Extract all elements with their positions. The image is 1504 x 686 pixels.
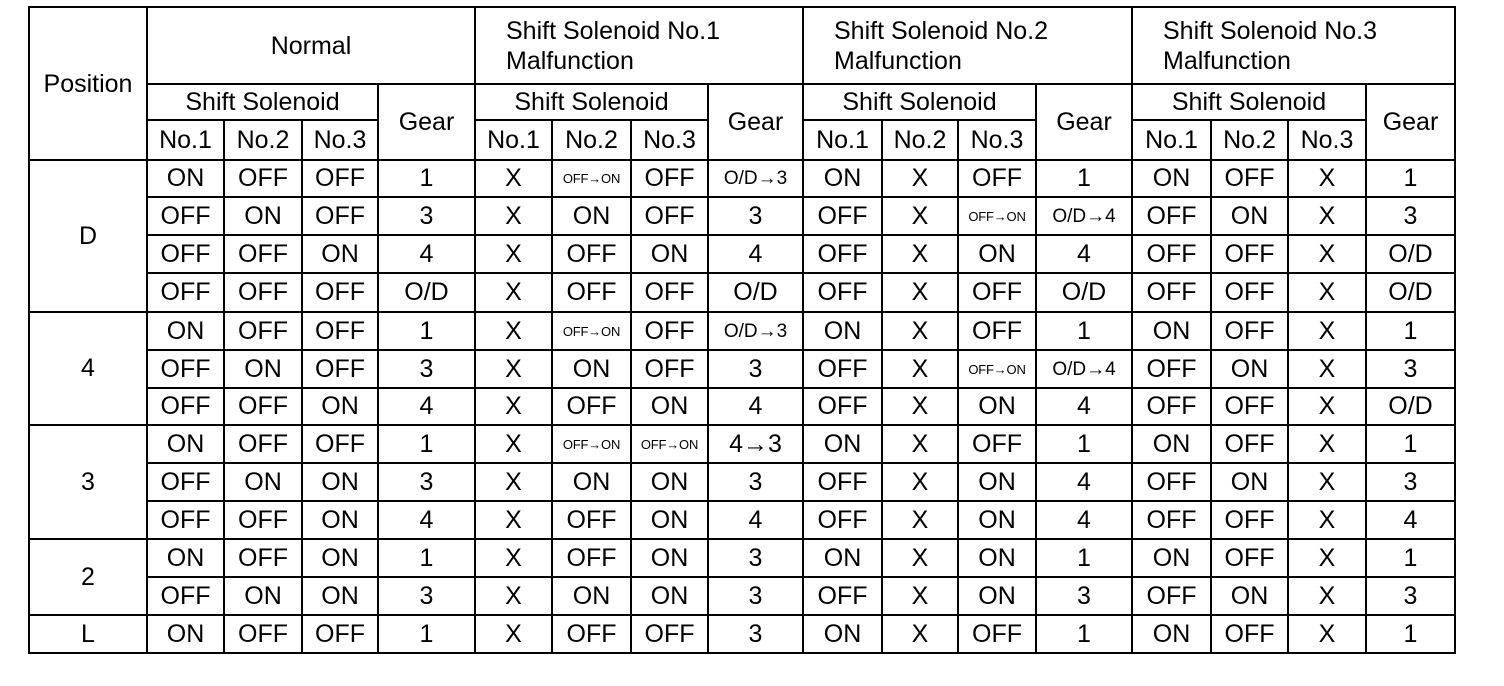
solenoid-state-cell: OFF — [147, 197, 224, 235]
solenoid-state-cell: OFF — [803, 577, 882, 615]
group-header-solenoid-3-malfunction: Shift Solenoid No.3 Malfunction — [1132, 7, 1455, 84]
gear-cell: 4 — [378, 388, 475, 425]
gear-cell: 4 — [1366, 501, 1455, 539]
position-cell: 3 — [29, 425, 147, 539]
sub-header-no2: No.2 — [882, 120, 958, 160]
solenoid-state-cell: ON — [958, 463, 1036, 501]
gear-cell: 3 — [378, 577, 475, 615]
gear-cell: 1 — [378, 539, 475, 577]
solenoid-state-cell: X — [475, 235, 552, 273]
table-row — [29, 235, 1455, 273]
gear-cell: 1 — [378, 615, 475, 653]
solenoid-state-cell: ON — [1211, 197, 1288, 235]
gear-cell: 1 — [1366, 425, 1455, 463]
solenoid-state-cell: OFF — [147, 577, 224, 615]
table-row — [29, 615, 1455, 653]
solenoid-state-cell: OFF — [224, 539, 302, 577]
gear-cell: 3 — [1366, 350, 1455, 388]
solenoid-state-cell: OFF — [631, 350, 708, 388]
gear-header: Gear — [1036, 84, 1132, 160]
solenoid-state-cell: OFF — [224, 235, 302, 273]
position-cell: L — [29, 615, 147, 653]
solenoid-state-cell: X — [882, 463, 958, 501]
solenoid-state-cell: OFF — [631, 160, 708, 197]
solenoid-state-cell: OFF — [1211, 388, 1288, 425]
solenoid-state-cell: OFF — [631, 197, 708, 235]
solenoid-state-cell: OFF — [1132, 463, 1211, 501]
solenoid-state-cell: OFF — [1211, 160, 1288, 197]
gear-header: Gear — [378, 84, 475, 160]
gear-cell: 4 — [1036, 388, 1132, 425]
table-row — [29, 539, 1455, 577]
sub-header-no1: No.1 — [147, 120, 224, 160]
solenoid-state-cell: OFF — [803, 273, 882, 312]
solenoid-state-cell: OFF — [552, 388, 631, 425]
solenoid-state-cell: OFF→ON — [958, 350, 1036, 388]
solenoid-state-cell: OFF — [1211, 312, 1288, 350]
solenoid-state-cell: OFF — [1132, 235, 1211, 273]
solenoid-state-cell: OFF — [803, 350, 882, 388]
gear-cell: 3 — [1366, 463, 1455, 501]
solenoid-state-cell: ON — [803, 160, 882, 197]
solenoid-state-cell: ON — [302, 235, 378, 273]
sub-header-no2: No.2 — [552, 120, 631, 160]
solenoid-state-cell: OFF — [958, 160, 1036, 197]
solenoid-state-cell: OFF — [302, 197, 378, 235]
solenoid-state-cell: ON — [631, 577, 708, 615]
solenoid-state-cell: OFF — [302, 273, 378, 312]
solenoid-state-cell: OFF→ON — [958, 197, 1036, 235]
gear-cell: 1 — [1036, 425, 1132, 463]
solenoid-state-cell: ON — [224, 577, 302, 615]
solenoid-state-cell: X — [882, 160, 958, 197]
gear-cell: 4 — [1036, 463, 1132, 501]
gear-cell: 1 — [378, 160, 475, 197]
solenoid-state-cell: ON — [147, 160, 224, 197]
solenoid-state-cell: OFF — [552, 273, 631, 312]
solenoid-state-cell: X — [882, 312, 958, 350]
table-row — [29, 273, 1455, 312]
sub-header-no3: No.3 — [631, 120, 708, 160]
solenoid-state-cell: OFF — [147, 388, 224, 425]
solenoid-state-cell: ON — [631, 388, 708, 425]
position-header: Position — [29, 7, 147, 160]
solenoid-state-cell: ON — [631, 463, 708, 501]
table-row — [29, 577, 1455, 615]
solenoid-state-cell: ON — [1132, 425, 1211, 463]
shift-solenoid-header: Shift Solenoid — [147, 84, 378, 120]
position-cell: 2 — [29, 539, 147, 615]
solenoid-state-cell: X — [1288, 501, 1366, 539]
solenoid-state-cell: X — [1288, 160, 1366, 197]
solenoid-state-cell: OFF — [302, 350, 378, 388]
solenoid-state-cell: ON — [958, 501, 1036, 539]
table-body — [29, 160, 1455, 653]
solenoid-state-cell: OFF — [1211, 539, 1288, 577]
solenoid-state-cell: X — [475, 160, 552, 197]
table-row — [29, 463, 1455, 501]
solenoid-state-cell: OFF — [958, 615, 1036, 653]
gear-cell: 4→3 — [708, 425, 803, 463]
solenoid-state-cell: OFF — [1132, 577, 1211, 615]
solenoid-state-cell: OFF — [803, 463, 882, 501]
solenoid-state-cell: ON — [1211, 350, 1288, 388]
gear-cell: 3 — [378, 463, 475, 501]
solenoid-state-cell: X — [882, 539, 958, 577]
solenoid-state-cell: ON — [1132, 539, 1211, 577]
solenoid-state-cell: OFF — [958, 425, 1036, 463]
solenoid-state-cell: X — [475, 312, 552, 350]
solenoid-state-cell: OFF — [958, 273, 1036, 312]
gear-cell: 4 — [378, 235, 475, 273]
solenoid-state-cell: OFF — [1211, 425, 1288, 463]
solenoid-state-cell: ON — [803, 615, 882, 653]
gear-cell: 1 — [1366, 615, 1455, 653]
solenoid-state-cell: ON — [803, 425, 882, 463]
solenoid-state-cell: ON — [224, 463, 302, 501]
gear-cell: O/D — [1036, 273, 1132, 312]
gear-cell: 4 — [708, 501, 803, 539]
gear-cell: O/D→4 — [1036, 350, 1132, 388]
solenoid-state-cell: ON — [1132, 312, 1211, 350]
solenoid-state-cell: ON — [302, 539, 378, 577]
solenoid-state-cell: ON — [302, 463, 378, 501]
solenoid-state-cell: OFF — [552, 501, 631, 539]
position-cell: 4 — [29, 312, 147, 425]
solenoid-state-cell: X — [475, 577, 552, 615]
solenoid-state-cell: OFF — [147, 501, 224, 539]
solenoid-state-cell: X — [1288, 312, 1366, 350]
gear-cell: 1 — [1036, 160, 1132, 197]
gear-cell: 4 — [1036, 235, 1132, 273]
solenoid-state-cell: OFF→ON — [552, 160, 631, 197]
solenoid-state-cell: X — [1288, 388, 1366, 425]
solenoid-state-cell: OFF→ON — [552, 425, 631, 463]
solenoid-state-cell: OFF→ON — [631, 425, 708, 463]
table-row — [29, 160, 1455, 197]
solenoid-state-cell: OFF — [147, 235, 224, 273]
solenoid-state-cell: ON — [803, 312, 882, 350]
solenoid-state-cell: OFF — [631, 615, 708, 653]
sub-header-no3: No.3 — [1288, 120, 1366, 160]
solenoid-state-cell: ON — [958, 235, 1036, 273]
solenoid-state-cell: OFF — [1132, 273, 1211, 312]
solenoid-state-cell: OFF — [1211, 501, 1288, 539]
solenoid-state-cell: OFF — [224, 312, 302, 350]
solenoid-state-cell: ON — [147, 615, 224, 653]
gear-cell: 1 — [378, 312, 475, 350]
solenoid-state-cell: ON — [1132, 615, 1211, 653]
solenoid-state-cell: OFF — [1211, 615, 1288, 653]
solenoid-malfunction-table — [28, 6, 1456, 654]
solenoid-state-cell: OFF — [1211, 235, 1288, 273]
solenoid-state-cell: X — [882, 197, 958, 235]
gear-header: Gear — [708, 84, 803, 160]
solenoid-state-cell: OFF — [958, 312, 1036, 350]
gear-cell: 3 — [378, 197, 475, 235]
solenoid-state-cell: ON — [147, 312, 224, 350]
solenoid-state-cell: OFF — [147, 273, 224, 312]
solenoid-state-cell: X — [1288, 425, 1366, 463]
solenoid-state-cell: X — [1288, 197, 1366, 235]
table-row — [29, 425, 1455, 463]
gear-cell: O/D — [378, 273, 475, 312]
solenoid-state-cell: OFF — [302, 425, 378, 463]
solenoid-state-cell: X — [1288, 615, 1366, 653]
solenoid-state-cell: ON — [631, 501, 708, 539]
solenoid-state-cell: X — [882, 273, 958, 312]
sub-header-no3: No.3 — [958, 120, 1036, 160]
solenoid-state-cell: X — [475, 350, 552, 388]
solenoid-state-cell: OFF — [1132, 197, 1211, 235]
solenoid-state-cell: OFF — [803, 235, 882, 273]
gear-cell: 1 — [1366, 160, 1455, 197]
solenoid-state-cell: X — [882, 388, 958, 425]
sub-header-no3: No.3 — [302, 120, 378, 160]
solenoid-state-cell: ON — [1132, 160, 1211, 197]
solenoid-state-cell: OFF — [147, 350, 224, 388]
solenoid-state-cell: X — [475, 425, 552, 463]
solenoid-state-cell: ON — [302, 501, 378, 539]
gear-cell: 1 — [378, 425, 475, 463]
gear-cell: O/D — [1366, 273, 1455, 312]
solenoid-state-cell: OFF — [224, 273, 302, 312]
solenoid-state-cell: X — [1288, 235, 1366, 273]
solenoid-state-cell: OFF — [302, 615, 378, 653]
solenoid-state-cell: OFF — [302, 312, 378, 350]
solenoid-state-cell: X — [1288, 577, 1366, 615]
gear-cell: 4 — [1036, 501, 1132, 539]
sub-header-no2: No.2 — [224, 120, 302, 160]
solenoid-state-cell: OFF — [224, 501, 302, 539]
gear-cell: 3 — [1366, 577, 1455, 615]
solenoid-state-cell: ON — [958, 388, 1036, 425]
solenoid-state-cell: X — [882, 577, 958, 615]
solenoid-state-cell: ON — [552, 350, 631, 388]
table-row — [29, 312, 1455, 350]
gear-header: Gear — [1366, 84, 1455, 160]
gear-cell: 3 — [1366, 197, 1455, 235]
solenoid-state-cell: X — [475, 539, 552, 577]
gear-cell: 1 — [1036, 615, 1132, 653]
solenoid-state-cell: ON — [147, 539, 224, 577]
gear-cell: O/D — [708, 273, 803, 312]
table-row — [29, 388, 1455, 425]
solenoid-state-cell: ON — [224, 350, 302, 388]
solenoid-state-cell: ON — [631, 539, 708, 577]
solenoid-state-cell: OFF — [1132, 350, 1211, 388]
solenoid-state-cell: ON — [958, 539, 1036, 577]
solenoid-state-cell: X — [475, 501, 552, 539]
gear-cell: 3 — [1036, 577, 1132, 615]
solenoid-state-cell: X — [475, 388, 552, 425]
solenoid-state-cell: OFF — [224, 160, 302, 197]
solenoid-state-cell: OFF — [552, 615, 631, 653]
solenoid-state-cell: X — [475, 197, 552, 235]
table-row — [29, 501, 1455, 539]
gear-cell: 1 — [1366, 539, 1455, 577]
solenoid-state-cell: X — [1288, 273, 1366, 312]
sub-header-no1: No.1 — [1132, 120, 1211, 160]
solenoid-state-cell: OFF — [302, 160, 378, 197]
solenoid-state-cell: OFF — [803, 388, 882, 425]
shift-solenoid-header: Shift Solenoid — [803, 84, 1036, 120]
gear-cell: 4 — [378, 501, 475, 539]
gear-cell: 3 — [708, 615, 803, 653]
solenoid-state-cell: ON — [803, 539, 882, 577]
solenoid-state-cell: OFF — [224, 425, 302, 463]
solenoid-state-cell: OFF — [631, 312, 708, 350]
gear-cell: 1 — [1036, 312, 1132, 350]
gear-cell: 3 — [708, 197, 803, 235]
solenoid-state-cell: ON — [631, 235, 708, 273]
solenoid-state-cell: OFF — [631, 273, 708, 312]
sub-header-no2: No.2 — [1211, 120, 1288, 160]
gear-cell: O/D — [1366, 388, 1455, 425]
solenoid-state-cell: OFF — [224, 615, 302, 653]
solenoid-state-cell: X — [882, 615, 958, 653]
solenoid-state-cell: X — [1288, 350, 1366, 388]
solenoid-state-cell: OFF — [803, 501, 882, 539]
solenoid-state-cell: ON — [224, 197, 302, 235]
solenoid-state-cell: ON — [958, 577, 1036, 615]
gear-cell: 3 — [708, 350, 803, 388]
solenoid-state-cell: OFF — [803, 197, 882, 235]
solenoid-state-cell: OFF — [147, 463, 224, 501]
group-header-solenoid-2-malfunction: Shift Solenoid No.2 Malfunction — [803, 7, 1132, 84]
shift-solenoid-header: Shift Solenoid — [1132, 84, 1366, 120]
solenoid-state-cell: ON — [302, 577, 378, 615]
gear-cell: 3 — [708, 463, 803, 501]
solenoid-state-cell: ON — [147, 425, 224, 463]
gear-cell: O/D→3 — [708, 160, 803, 197]
solenoid-state-cell: X — [882, 501, 958, 539]
solenoid-state-cell: X — [475, 463, 552, 501]
gear-cell: 4 — [708, 235, 803, 273]
shift-solenoid-header: Shift Solenoid — [475, 84, 708, 120]
solenoid-state-cell: OFF — [1211, 273, 1288, 312]
gear-cell: O/D — [1366, 235, 1455, 273]
solenoid-state-cell: OFF — [224, 388, 302, 425]
gear-cell: 3 — [708, 539, 803, 577]
gear-cell: O/D→4 — [1036, 197, 1132, 235]
position-cell: D — [29, 160, 147, 312]
gear-cell: O/D→3 — [708, 312, 803, 350]
solenoid-state-cell: X — [475, 273, 552, 312]
sub-header-no1: No.1 — [803, 120, 882, 160]
solenoid-state-cell: ON — [1211, 577, 1288, 615]
gear-cell: 1 — [1366, 312, 1455, 350]
solenoid-state-cell: X — [1288, 539, 1366, 577]
solenoid-state-cell: ON — [1211, 463, 1288, 501]
solenoid-state-cell: OFF — [1132, 388, 1211, 425]
group-header-solenoid-1-malfunction: Shift Solenoid No.1 Malfunction — [475, 7, 803, 84]
solenoid-state-cell: X — [882, 425, 958, 463]
gear-cell: 3 — [708, 577, 803, 615]
solenoid-state-cell: OFF — [552, 539, 631, 577]
solenoid-state-cell: ON — [552, 463, 631, 501]
gear-cell: 3 — [378, 350, 475, 388]
solenoid-state-cell: X — [882, 350, 958, 388]
table-row — [29, 350, 1455, 388]
solenoid-state-cell: X — [882, 235, 958, 273]
sub-header-no1: No.1 — [475, 120, 552, 160]
gear-cell: 1 — [1036, 539, 1132, 577]
solenoid-state-cell: OFF — [552, 235, 631, 273]
gear-cell: 4 — [708, 388, 803, 425]
table-row — [29, 197, 1455, 235]
solenoid-state-cell: ON — [552, 577, 631, 615]
solenoid-state-cell: X — [1288, 463, 1366, 501]
solenoid-state-cell: X — [475, 615, 552, 653]
solenoid-state-cell: ON — [302, 388, 378, 425]
solenoid-state-cell: OFF — [1132, 501, 1211, 539]
solenoid-state-cell: ON — [552, 197, 631, 235]
solenoid-state-cell: OFF→ON — [552, 312, 631, 350]
group-header-normal: Normal — [147, 7, 475, 84]
